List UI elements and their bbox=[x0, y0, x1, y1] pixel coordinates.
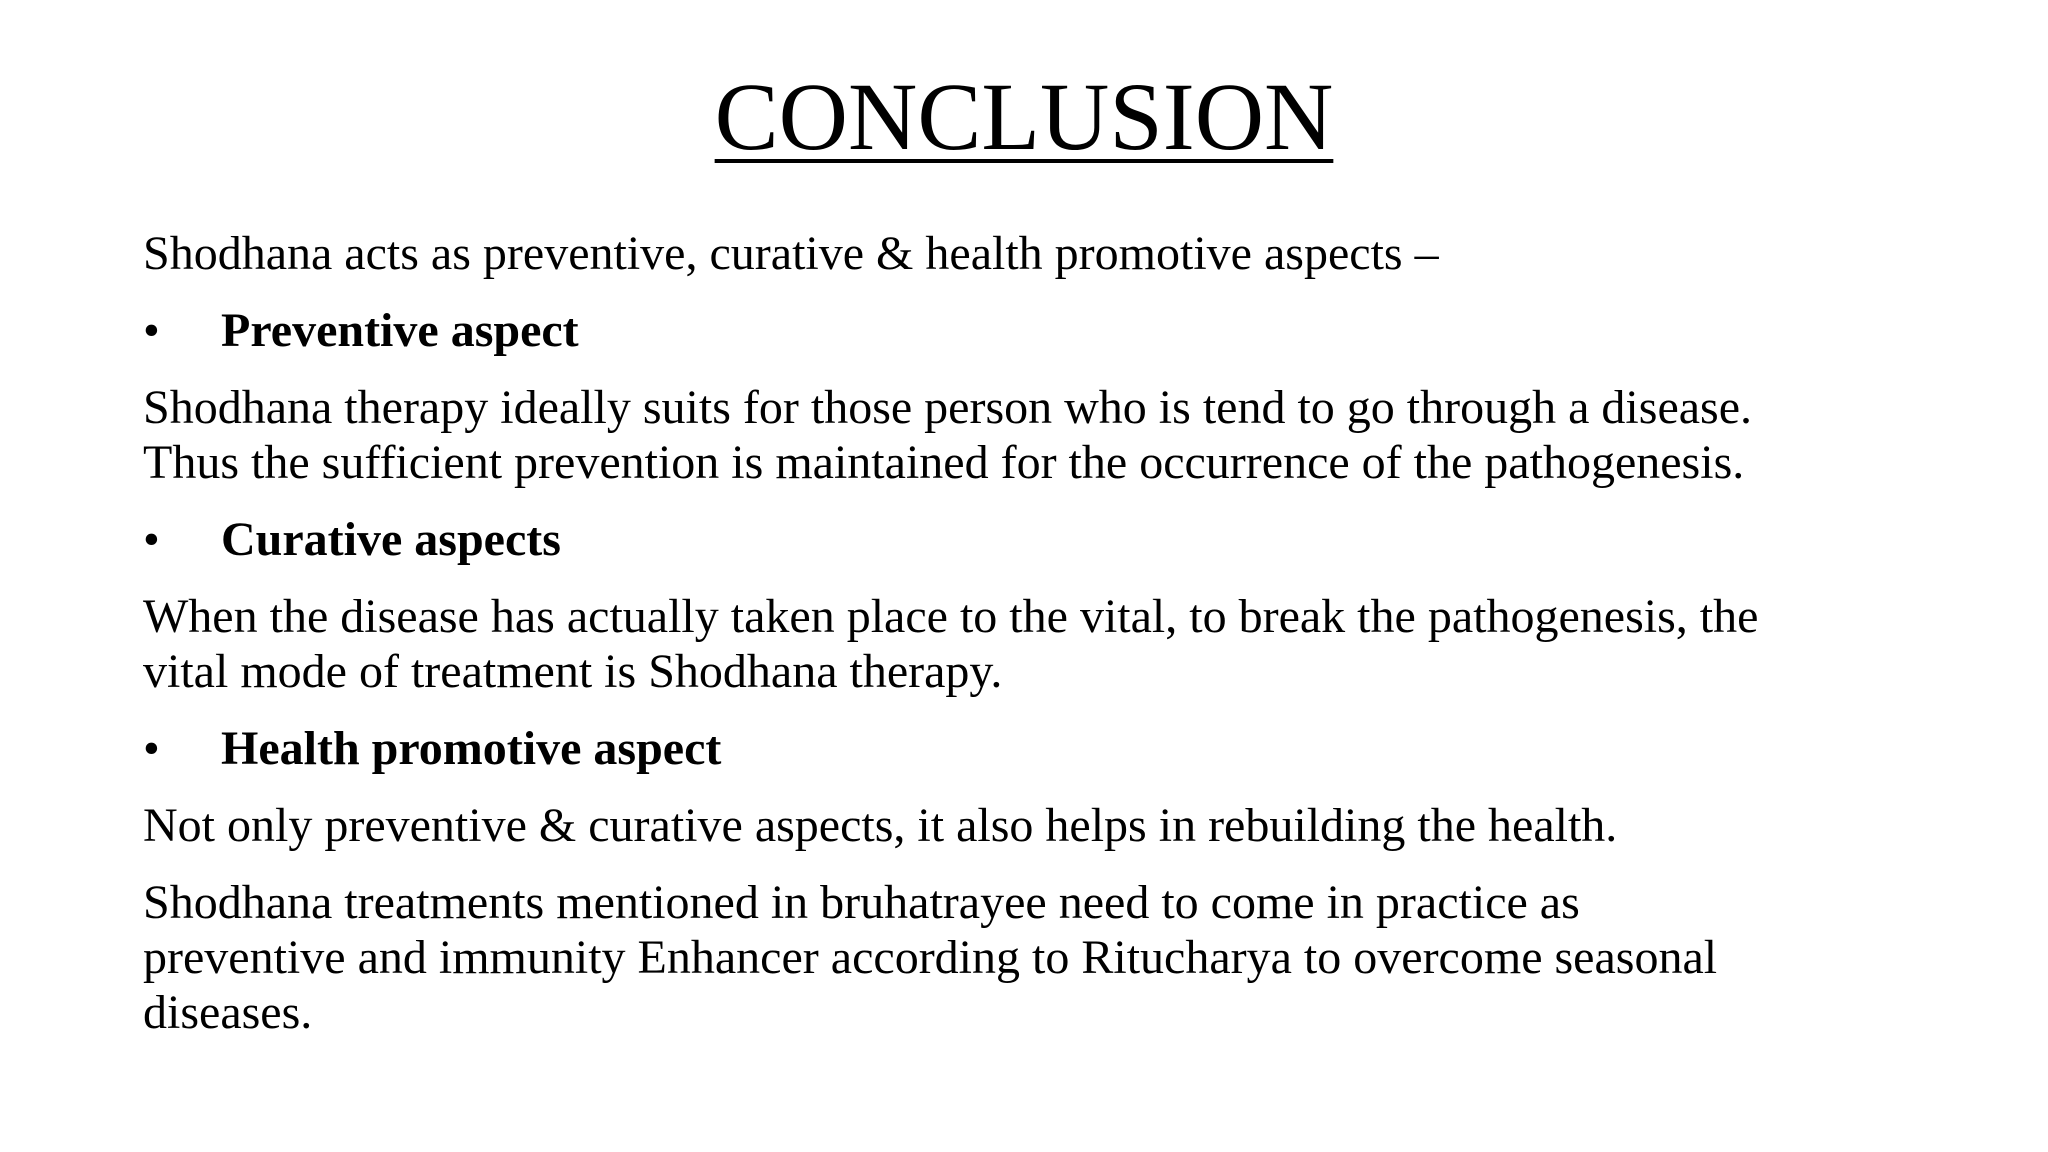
bullet-curative bbox=[143, 512, 1943, 567]
paragraph-line: Thus the sufficient prevention is maintained for the occurrence of the pathogenesis. bbox=[143, 436, 1745, 489]
intro-paragraph: Shodhana acts as preventive, curative & health promotive aspects – bbox=[143, 227, 1439, 280]
paragraph-line: vital mode of treatment is Shodhana therapy. bbox=[143, 645, 1003, 698]
bullet-heading-preventive: Preventive aspect bbox=[221, 304, 579, 357]
bullet-health-promotive bbox=[143, 721, 1943, 776]
bullet-heading-curative: Curative aspects bbox=[221, 513, 561, 566]
slide-title-text: CONCLUSION bbox=[714, 63, 1334, 170]
bullet-icon: • bbox=[143, 304, 160, 357]
paragraph-line: Shodhana therapy ideally suits for those person who is tend to go through a disease. bbox=[143, 381, 1753, 434]
paragraph-curative bbox=[143, 589, 1943, 699]
paragraph-line: When the disease has actually taken place to the vital, to break the pathogenesis, the bbox=[143, 590, 1759, 643]
bullet-icon: • bbox=[143, 722, 160, 775]
slide-title bbox=[0, 62, 2048, 172]
paragraph-preventive bbox=[143, 380, 1943, 490]
slide-body bbox=[143, 226, 1943, 1062]
closing-paragraph bbox=[143, 875, 1943, 1040]
paragraph-line: diseases. bbox=[143, 986, 313, 1039]
paragraph-line: Not only preventive & curative aspects, it also helps in rebuilding the health. bbox=[143, 799, 1618, 852]
paragraph-line: preventive and immunity Enhancer according to Ritucharya to overcome seasonal bbox=[143, 931, 1718, 984]
bullet-icon: • bbox=[143, 513, 160, 566]
bullet-heading-health-promotive: Health promotive aspect bbox=[221, 722, 722, 775]
bullet-preventive bbox=[143, 303, 1943, 358]
paragraph-line: Shodhana treatments mentioned in bruhatrayee need to come in practice as bbox=[143, 876, 1580, 929]
paragraph-health-promotive bbox=[143, 798, 1943, 853]
